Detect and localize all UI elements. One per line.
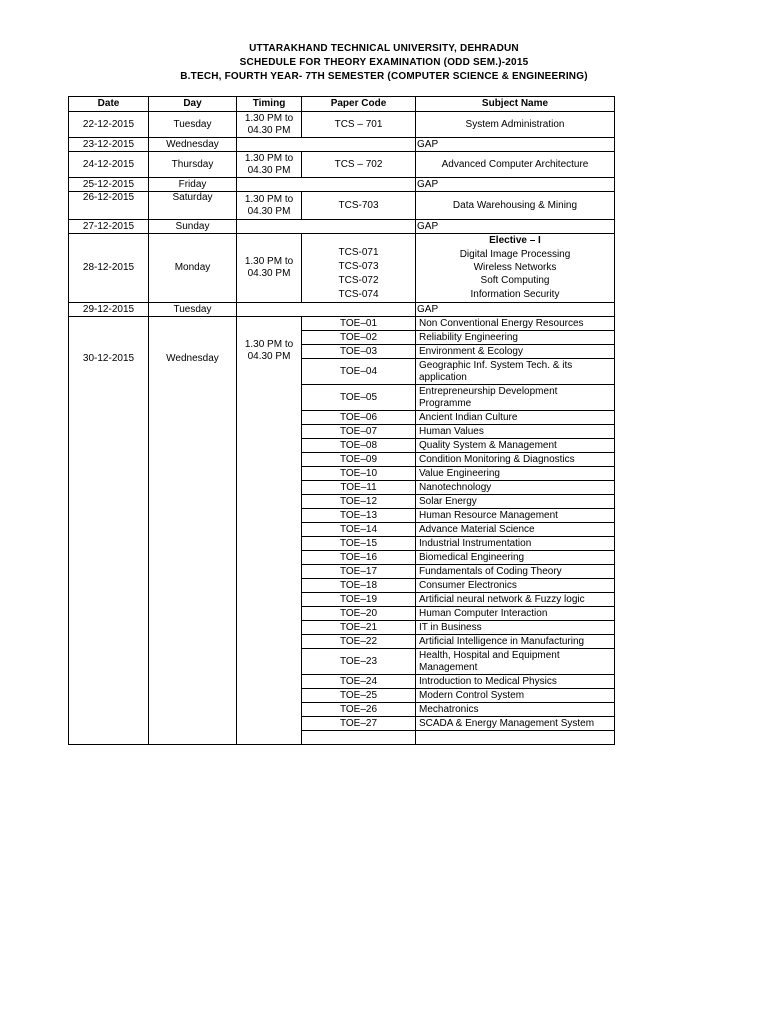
paper-code-cell: TOE–03	[302, 345, 416, 359]
date-cell: 27-12-2015	[69, 220, 149, 234]
paper-code-cell: TOE–12	[302, 495, 416, 509]
day-cell: Friday	[149, 178, 237, 192]
subject-cell: IT in Business	[416, 621, 615, 635]
day-cell: Monday	[149, 234, 237, 303]
day-cell: Sunday	[149, 220, 237, 234]
table-row	[69, 303, 615, 317]
elective-code: TCS-072	[338, 275, 379, 286]
paper-code-cell: TOE–10	[302, 467, 416, 481]
empty-cell	[237, 220, 416, 234]
subject-cell: Artificial Intelligence in Manufacturing	[416, 635, 615, 649]
elective-subject: Wireless Networks	[473, 262, 557, 273]
date-cell: 24-12-2015	[69, 152, 149, 178]
paper-code-cell: TOE–04	[302, 359, 416, 385]
elective-subject: Information Security	[470, 289, 560, 300]
table-row	[69, 178, 615, 192]
subject-cell: Mechatronics	[416, 703, 615, 717]
date-cell: 26-12-2015	[69, 192, 149, 220]
table-row	[69, 317, 615, 331]
subject-cell: Reliability Engineering	[416, 331, 615, 345]
day-cell: Wednesday	[149, 317, 237, 745]
date-cell: 25-12-2015	[69, 178, 149, 192]
gap-cell: GAP	[416, 138, 615, 152]
paper-code-cell: TOE–06	[302, 411, 416, 425]
paper-code-cell: TCS-703	[302, 192, 416, 220]
date-cell: 28-12-2015	[69, 234, 149, 303]
paper-code-cell: TOE–21	[302, 621, 416, 635]
table-header-row	[69, 97, 615, 112]
paper-code-cell: TOE–01	[302, 317, 416, 331]
paper-code-cell: TOE–22	[302, 635, 416, 649]
course-title: B.TECH, FOURTH YEAR- 7TH SEMESTER (COMPUTER SCIENCE & ENGINEERING)	[180, 71, 588, 82]
day-cell: Tuesday	[149, 112, 237, 138]
subject-cell: Environment & Ecology	[416, 345, 615, 359]
empty-cell	[237, 303, 416, 317]
paper-code-cell: TOE–14	[302, 523, 416, 537]
subject-cell: Artificial neural network & Fuzzy logic	[416, 593, 615, 607]
table-row	[69, 112, 615, 138]
gap-cell: GAP	[416, 303, 615, 317]
column-header-timing: Timing	[237, 97, 302, 112]
subject-cell: SCADA & Energy Management System	[416, 717, 615, 731]
empty-cell	[416, 731, 615, 745]
day-cell: Thursday	[149, 152, 237, 178]
table-row	[69, 192, 615, 220]
elective-subject: Digital Image Processing	[459, 249, 571, 260]
paper-code-cell: TOE–13	[302, 509, 416, 523]
subject-cell: Human Resource Management	[416, 509, 615, 523]
exam-schedule-table	[68, 96, 615, 745]
subject-cell: Condition Monitoring & Diagnostics	[416, 453, 615, 467]
date-cell: 22-12-2015	[69, 112, 149, 138]
university-title: UTTARAKHAND TECHNICAL UNIVERSITY, DEHRADUN	[249, 43, 519, 54]
paper-code-cell: TOE–11	[302, 481, 416, 495]
elective-code: TCS-071	[338, 247, 379, 258]
paper-code-cell: TOE–19	[302, 593, 416, 607]
table-row	[69, 234, 615, 303]
paper-code-cell: TOE–08	[302, 439, 416, 453]
paper-code-cell: TOE–05	[302, 385, 416, 411]
timing-cell: 1.30 PM to 04.30 PM	[237, 317, 302, 745]
paper-code-cell: TOE–24	[302, 675, 416, 689]
paper-code-cell: TOE–16	[302, 551, 416, 565]
paper-code-cell: TOE–02	[302, 331, 416, 345]
date-cell: 30-12-2015	[69, 317, 149, 745]
subject-cell: Fundamentals of Coding Theory	[416, 565, 615, 579]
paper-code-cell: TOE–07	[302, 425, 416, 439]
paper-code-cell: TOE–26	[302, 703, 416, 717]
elective-code: TCS-073	[338, 261, 379, 272]
elective-subject: Soft Computing	[480, 275, 550, 286]
empty-cell	[302, 731, 416, 745]
subject-cell	[416, 234, 615, 303]
paper-code-cell: TOE–09	[302, 453, 416, 467]
subject-cell: Industrial Instrumentation	[416, 537, 615, 551]
timing-cell: 1.30 PM to 04.30 PM	[237, 234, 302, 303]
subject-cell: Ancient Indian Culture	[416, 411, 615, 425]
column-header-paper-code: Paper Code	[302, 97, 416, 112]
paper-code-cell: TCS – 701	[302, 112, 416, 138]
empty-cell	[237, 178, 416, 192]
subject-cell: Health, Hospital and Equipment Management	[416, 649, 615, 675]
subject-cell: System Administration	[416, 112, 615, 138]
subject-cell: Advance Material Science	[416, 523, 615, 537]
table-row	[69, 220, 615, 234]
subject-cell: Human Values	[416, 425, 615, 439]
day-cell: Saturday	[149, 192, 237, 220]
timing-cell: 1.30 PM to 04.30 PM	[237, 152, 302, 178]
subject-cell: Entrepreneurship Development Programme	[416, 385, 615, 411]
paper-code-cell: TOE–23	[302, 649, 416, 675]
gap-cell: GAP	[416, 220, 615, 234]
subject-cell: Geographic Inf. System Tech. & its application	[416, 359, 615, 385]
column-header-subject-name: Subject Name	[416, 97, 615, 112]
subject-cell: Nanotechnology	[416, 481, 615, 495]
subject-cell: Quality System & Management	[416, 439, 615, 453]
paper-code-cell: TOE–17	[302, 565, 416, 579]
day-cell: Tuesday	[149, 303, 237, 317]
date-cell: 29-12-2015	[69, 303, 149, 317]
subject-cell: Consumer Electronics	[416, 579, 615, 593]
subject-cell: Data Warehousing & Mining	[416, 192, 615, 220]
day-cell: Wednesday	[149, 138, 237, 152]
table-row	[69, 152, 615, 178]
paper-code-cell	[302, 234, 416, 303]
schedule-title: SCHEDULE FOR THEORY EXAMINATION (ODD SEM.)-2015	[239, 57, 529, 68]
timing-cell: 1.30 PM to 04.30 PM	[237, 112, 302, 138]
paper-code-cell: TOE–15	[302, 537, 416, 551]
column-header-day: Day	[149, 97, 237, 112]
paper-code-cell: TOE–27	[302, 717, 416, 731]
subject-cell: Solar Energy	[416, 495, 615, 509]
date-cell: 23-12-2015	[69, 138, 149, 152]
subject-cell: Advanced Computer Architecture	[416, 152, 615, 178]
elective-code: TCS-074	[338, 289, 379, 300]
subject-cell: Introduction to Medical Physics	[416, 675, 615, 689]
subject-cell: Value Engineering	[416, 467, 615, 481]
gap-cell: GAP	[416, 178, 615, 192]
paper-code-cell: TOE–18	[302, 579, 416, 593]
paper-code-cell: TOE–20	[302, 607, 416, 621]
elective-title: Elective – I	[489, 235, 541, 246]
subject-cell: Non Conventional Energy Resources	[416, 317, 615, 331]
empty-cell	[237, 138, 416, 152]
paper-code-cell: TOE–25	[302, 689, 416, 703]
paper-code-cell: TCS – 702	[302, 152, 416, 178]
timing-cell: 1.30 PM to 04.30 PM	[237, 192, 302, 220]
subject-cell: Biomedical Engineering	[416, 551, 615, 565]
column-header-date: Date	[69, 97, 149, 112]
table-row	[69, 138, 615, 152]
subject-cell: Modern Control System	[416, 689, 615, 703]
subject-cell: Human Computer Interaction	[416, 607, 615, 621]
